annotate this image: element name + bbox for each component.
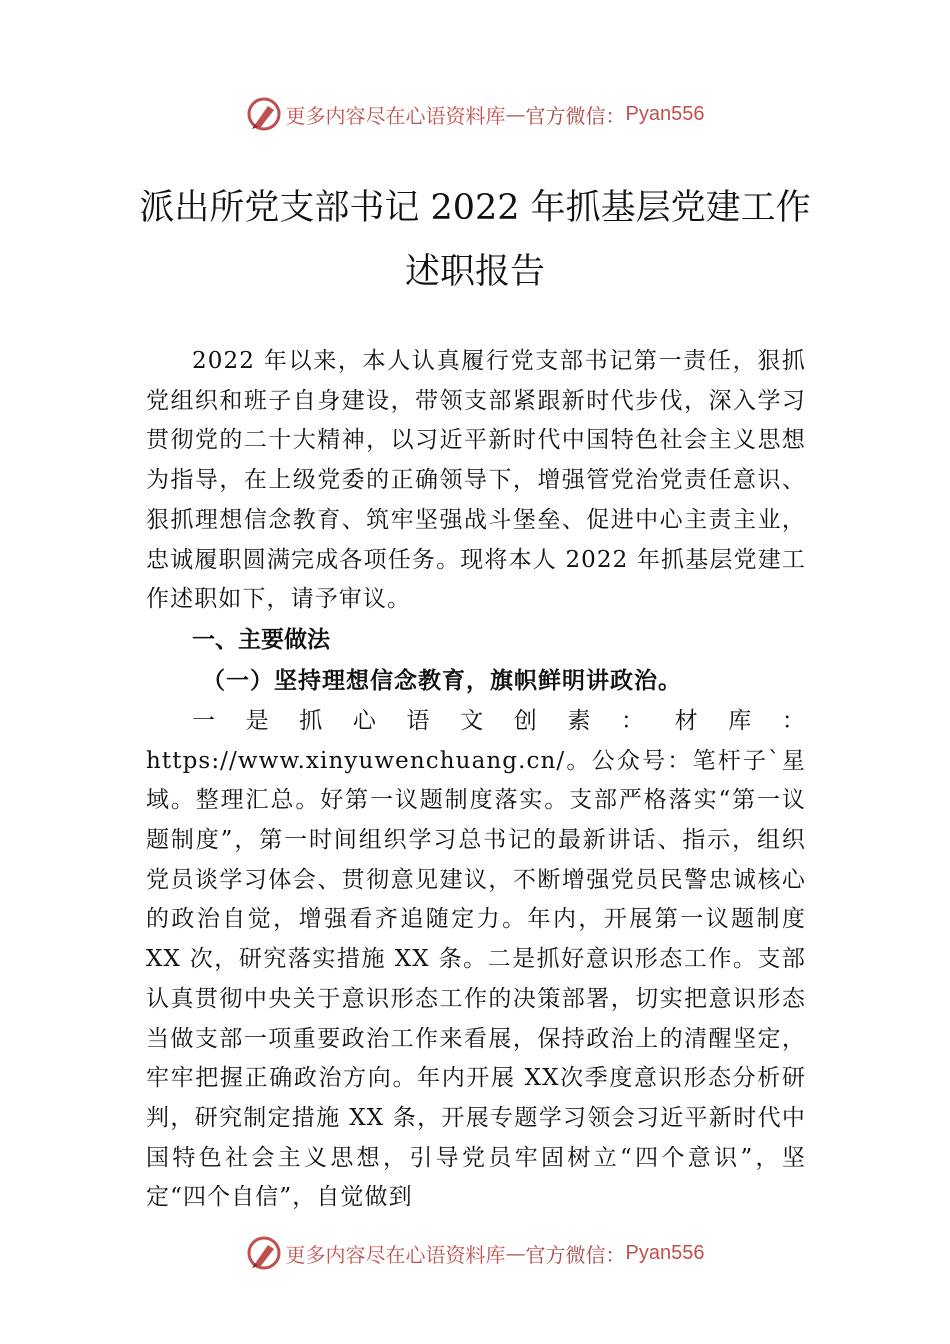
footer-brand: 更多内容尽在心语资料库 [285,1242,506,1267]
title-line-1: 派出所党支部书记 2022 年抓基层党建工作 [139,188,811,228]
footer-wechat-id: Pyan556 [625,1241,705,1264]
banner-separator: — [505,102,526,126]
footer-separator: — [505,1241,526,1265]
footer-label: 官方微信： [525,1242,626,1267]
banner-wechat-id: Pyan556 [625,102,705,125]
footer-banner [0,1233,950,1273]
document-title [100,176,850,304]
intro-paragraph: 2022 年以来，本人认真履行党支部书记第一责任，狠抓党组织和班子自身建设，带领支部紧跟新时代步伐，深入学习贯彻党的二十大精神，以习近平新时代中国特色社会主义思想为指导，在上级党委的正确领导下，增强管党治党责任意识、狠抓理想信念教育、筑牢坚强战斗堡垒、促进中心主责主业，忠诚履职圆满完成各项任务。现将本人 2022 年抓基层党建工作述职如下，请予审议。 [146,348,806,613]
document-body [146,342,806,1218]
pen-nib-logo-icon [246,1235,282,1271]
header-banner [0,94,950,134]
title-line-2: 述职报告 [404,252,545,292]
body-paragraph: 一是抓心语文创素：材库：https://www.xinyuwenchuang.cn/。公众号：笔杆子`星域。整理汇总。好第一议题制度落实。支部严格落实“第一议题制度”，第一时间组织学习总书记的最新讲话、指示，组织党员谈学习体会、贯彻意见建议，不断增强党员民警忠诚核心的政治自觉，增强看齐追随定力。年内，开展第一议题制度XX 次，研究落实措施 XX 条。二是抓好意识形态工作。支部认真贯彻中央关于意识形态工作的决策部署，切实把意识形态当做支部一项重要政治工作来看展，保持政治上的清醒坚定，牢牢把握正确政治方向。年内开展 XX次季度意识形态分析研判，研究制定措施 XX 条，开展专题学习领会习近平新时代中国特色社会主义思想，引导党员牢固树立“四个意识”，坚定“四个自信”，自觉做到 [146,707,806,1211]
banner-brand: 更多内容尽在心语资料库 [285,103,506,128]
subsection-heading: （一）坚持理想信念教育，旗帜鲜明讲政治。 [202,666,682,694]
section-heading: 一、主要做法 [192,626,330,653]
banner-label: 官方微信： [525,103,626,128]
pen-nib-logo-icon [246,96,282,132]
